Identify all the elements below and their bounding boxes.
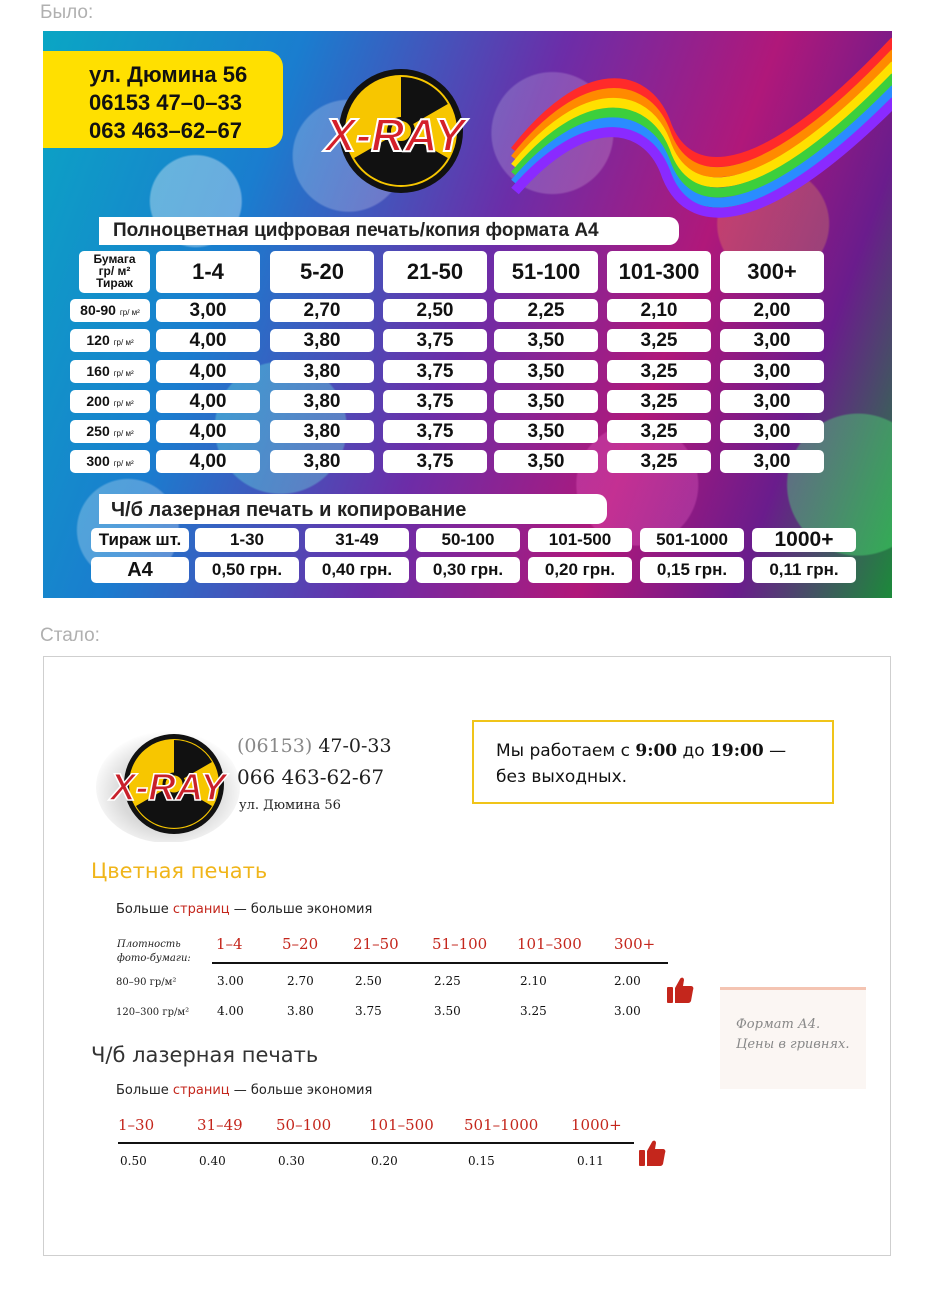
slogan-text: Больше xyxy=(116,902,173,917)
old-bw-header: 1000+ xyxy=(752,528,856,552)
old-flyer xyxy=(43,31,892,598)
old-phone-line: 06153 47–0–33 xyxy=(89,90,242,115)
old-color-header: 300+ xyxy=(720,251,824,293)
color-header-cell: 300+ xyxy=(614,935,656,953)
address: ул. Дюмина 56 xyxy=(239,798,341,813)
slogan-accent: страниц xyxy=(172,1083,230,1098)
old-price-cell: 3,75 xyxy=(383,450,487,473)
old-price-cell: 3,80 xyxy=(270,450,374,473)
old-phone-line: 063 463–62–67 xyxy=(89,118,242,143)
color-header-cell: 51–100 xyxy=(432,935,488,953)
old-price-cell: 4,00 xyxy=(156,450,260,473)
hours-line-2: без выходных. xyxy=(496,767,628,787)
bw-price-cell: 0.20 xyxy=(371,1154,398,1168)
old-address-line: ул. Дюмина 56 xyxy=(89,62,248,87)
old-color-header: 21-50 xyxy=(383,251,487,293)
old-price-cell: 3,25 xyxy=(607,420,711,443)
before-label: Было: xyxy=(40,2,94,23)
old-price-cell: 3,80 xyxy=(270,360,374,383)
old-price-cell: 3,00 xyxy=(156,299,260,322)
old-price-cell: 3,25 xyxy=(607,360,711,383)
old-price-cell: 4,00 xyxy=(156,420,260,443)
hours-text: — xyxy=(763,741,787,761)
old-bw-header: 501-1000 xyxy=(640,528,744,552)
color-header-cell: 21–50 xyxy=(353,935,399,953)
color-slogan xyxy=(116,902,372,917)
old-price-cell: 3,75 xyxy=(383,420,487,443)
hours-text: Мы работаем с xyxy=(496,741,636,761)
old-price-cell: 3,80 xyxy=(270,420,374,443)
paper-unit: гр/ м² xyxy=(113,399,134,408)
old-price-cell: 3,80 xyxy=(270,329,374,352)
thumbs-up-icon xyxy=(638,1138,666,1168)
old-price-cell: 3,75 xyxy=(383,360,487,383)
hours-text: до xyxy=(677,741,711,761)
paper-density-label: 120–300 гр/м² xyxy=(116,1007,190,1018)
old-price-cell: 3,50 xyxy=(494,329,598,352)
old-color-title: Полноцветная цифровая печать/копия формата А4 xyxy=(99,217,679,245)
old-paper-label xyxy=(70,420,150,443)
old-bw-header: 31-49 xyxy=(305,528,409,552)
bw-price-cell: 0.11 xyxy=(577,1154,604,1168)
old-price-cell: 2,25 xyxy=(494,299,598,322)
old-price-cell: 3,00 xyxy=(720,420,824,443)
color-price-cell: 3.80 xyxy=(287,1004,314,1018)
old-bw-label-quantity: Тираж шт. xyxy=(91,528,189,552)
paper-weight: 80-90 xyxy=(80,302,116,318)
color-price-cell: 3.00 xyxy=(614,1004,641,1018)
old-logo-text: X-RAY xyxy=(325,109,465,161)
old-bw-price: 0,11 грн. xyxy=(752,557,856,583)
color-price-cell: 2.10 xyxy=(520,974,547,988)
phone-1 xyxy=(237,731,392,761)
paper-unit: гр/ м² xyxy=(119,308,140,317)
color-price-cell: 3.25 xyxy=(520,1004,547,1018)
old-bw-title: Ч/б лазерная печать и копирование xyxy=(99,494,607,524)
old-corner-label xyxy=(79,251,150,293)
bw-header-cell: 31–49 xyxy=(197,1116,243,1134)
old-bw-header: 101-500 xyxy=(528,528,632,552)
old-price-cell: 3,00 xyxy=(720,329,824,352)
old-price-cell: 4,00 xyxy=(156,360,260,383)
bw-price-cell: 0.50 xyxy=(120,1154,147,1168)
new-flyer xyxy=(43,656,891,1256)
density-line: Плотность xyxy=(117,939,181,950)
old-price-cell: 3,50 xyxy=(494,450,598,473)
color-header-rule xyxy=(212,962,668,964)
paper-weight: 200 xyxy=(86,393,110,409)
old-price-cell: 3,80 xyxy=(270,390,374,413)
slogan-text: — больше экономия xyxy=(229,1083,373,1098)
hours-line-1 xyxy=(496,738,832,764)
bw-price-cell: 0.15 xyxy=(468,1154,495,1168)
radiation-logo-icon xyxy=(90,722,240,842)
phone-number: 47-0-33 xyxy=(318,735,392,757)
old-color-header: 51-100 xyxy=(494,251,598,293)
paper-weight: 120 xyxy=(86,332,110,348)
bw-slogan xyxy=(116,1083,372,1098)
old-bw-price: 0,50 грн. xyxy=(195,557,299,583)
density-line: фото-бумаги: xyxy=(117,953,191,964)
after-label: Стало: xyxy=(40,625,100,646)
bw-header-cell: 101–500 xyxy=(369,1116,434,1134)
color-price-cell: 3.50 xyxy=(434,1004,461,1018)
old-price-cell: 3,75 xyxy=(383,329,487,352)
thumbs-up-icon xyxy=(666,975,694,1005)
bw-print-title: Ч/б лазерная печать xyxy=(91,1043,319,1067)
density-label xyxy=(117,938,191,966)
old-paper-label xyxy=(70,390,150,413)
old-price-cell: 2,00 xyxy=(720,299,824,322)
old-bw-price: 0,40 грн. xyxy=(305,557,409,583)
old-price-cell: 2,10 xyxy=(607,299,711,322)
note-line: Формат А4. xyxy=(736,1017,821,1032)
old-paper-label xyxy=(70,299,150,322)
note-box xyxy=(720,987,866,1089)
working-hours-box xyxy=(472,720,834,804)
old-address-block xyxy=(43,51,283,148)
corner-line: Бумага xyxy=(93,252,136,266)
hours-to: 19:00 xyxy=(710,741,764,761)
color-price-cell: 3.75 xyxy=(355,1004,382,1018)
paper-unit: гр/ м² xyxy=(113,459,134,468)
paper-weight: 250 xyxy=(86,423,110,439)
corner-line: гр/ м² xyxy=(98,264,131,278)
old-bw-header: 50-100 xyxy=(416,528,520,552)
color-price-cell: 2.25 xyxy=(434,974,461,988)
color-header-cell: 5–20 xyxy=(282,935,319,953)
old-price-cell: 3,00 xyxy=(720,390,824,413)
old-color-header: 101-300 xyxy=(607,251,711,293)
bw-price-cell: 0.40 xyxy=(199,1154,226,1168)
rainbow-ribbon-decoration xyxy=(505,31,892,231)
old-color-header: 1-4 xyxy=(156,251,260,293)
old-price-cell: 3,00 xyxy=(720,450,824,473)
old-price-cell: 2,70 xyxy=(270,299,374,322)
note-line: Цены в гривнях. xyxy=(736,1037,850,1052)
color-print-title: Цветная печать xyxy=(91,859,268,883)
old-paper-label xyxy=(70,329,150,352)
old-price-cell: 3,25 xyxy=(607,390,711,413)
old-price-cell: 4,00 xyxy=(156,329,260,352)
paper-weight: 300 xyxy=(86,453,110,469)
note-text xyxy=(736,1015,849,1055)
hours-from: 9:00 xyxy=(635,741,678,761)
old-bw-label-format: А4 xyxy=(91,557,189,583)
bw-header-cell: 1–30 xyxy=(118,1116,155,1134)
new-logo-text: X-RAY xyxy=(110,767,226,809)
old-price-cell: 3,50 xyxy=(494,390,598,413)
old-bw-header: 1-30 xyxy=(195,528,299,552)
note-accent-bar xyxy=(720,987,866,990)
color-price-cell: 2.70 xyxy=(287,974,314,988)
old-bw-price: 0,15 грн. xyxy=(640,557,744,583)
slogan-accent: страниц xyxy=(172,902,230,917)
bw-header-cell: 501–1000 xyxy=(464,1116,539,1134)
radiation-logo-icon xyxy=(311,59,479,199)
old-price-cell: 2,50 xyxy=(383,299,487,322)
old-price-cell: 3,25 xyxy=(607,329,711,352)
old-price-cell: 3,50 xyxy=(494,420,598,443)
paper-unit: гр/ м² xyxy=(113,338,134,347)
phone-2: 066 463-62-67 xyxy=(237,765,385,789)
paper-density-label: 80–90 гр/м² xyxy=(116,977,177,988)
old-price-cell: 4,00 xyxy=(156,390,260,413)
color-price-cell: 2.00 xyxy=(614,974,641,988)
color-price-cell: 4.00 xyxy=(217,1004,244,1018)
bw-header-cell: 50–100 xyxy=(276,1116,332,1134)
old-price-cell: 3,25 xyxy=(607,450,711,473)
paper-unit: гр/ м² xyxy=(113,429,134,438)
corner-line: Тираж xyxy=(96,276,133,290)
old-paper-label xyxy=(70,450,150,473)
bw-header-rule xyxy=(118,1142,634,1144)
slogan-text: Больше xyxy=(116,1083,173,1098)
old-bw-price: 0,20 грн. xyxy=(528,557,632,583)
old-price-cell: 3,00 xyxy=(720,360,824,383)
color-price-cell: 3.00 xyxy=(217,974,244,988)
old-bw-price: 0,30 грн. xyxy=(416,557,520,583)
paper-unit: гр/ м² xyxy=(113,369,134,378)
phone-code: (06153) xyxy=(237,735,313,757)
old-color-header: 5-20 xyxy=(270,251,374,293)
bw-header-cell: 1000+ xyxy=(571,1116,622,1134)
paper-weight: 160 xyxy=(86,363,110,379)
color-price-cell: 2.50 xyxy=(355,974,382,988)
bw-price-cell: 0.30 xyxy=(278,1154,305,1168)
color-header-cell: 101–300 xyxy=(517,935,582,953)
old-price-cell: 3,50 xyxy=(494,360,598,383)
old-price-cell: 3,75 xyxy=(383,390,487,413)
contacts-block xyxy=(237,731,392,819)
slogan-text: — больше экономия xyxy=(229,902,373,917)
color-header-cell: 1–4 xyxy=(216,935,243,953)
old-paper-label xyxy=(70,360,150,383)
